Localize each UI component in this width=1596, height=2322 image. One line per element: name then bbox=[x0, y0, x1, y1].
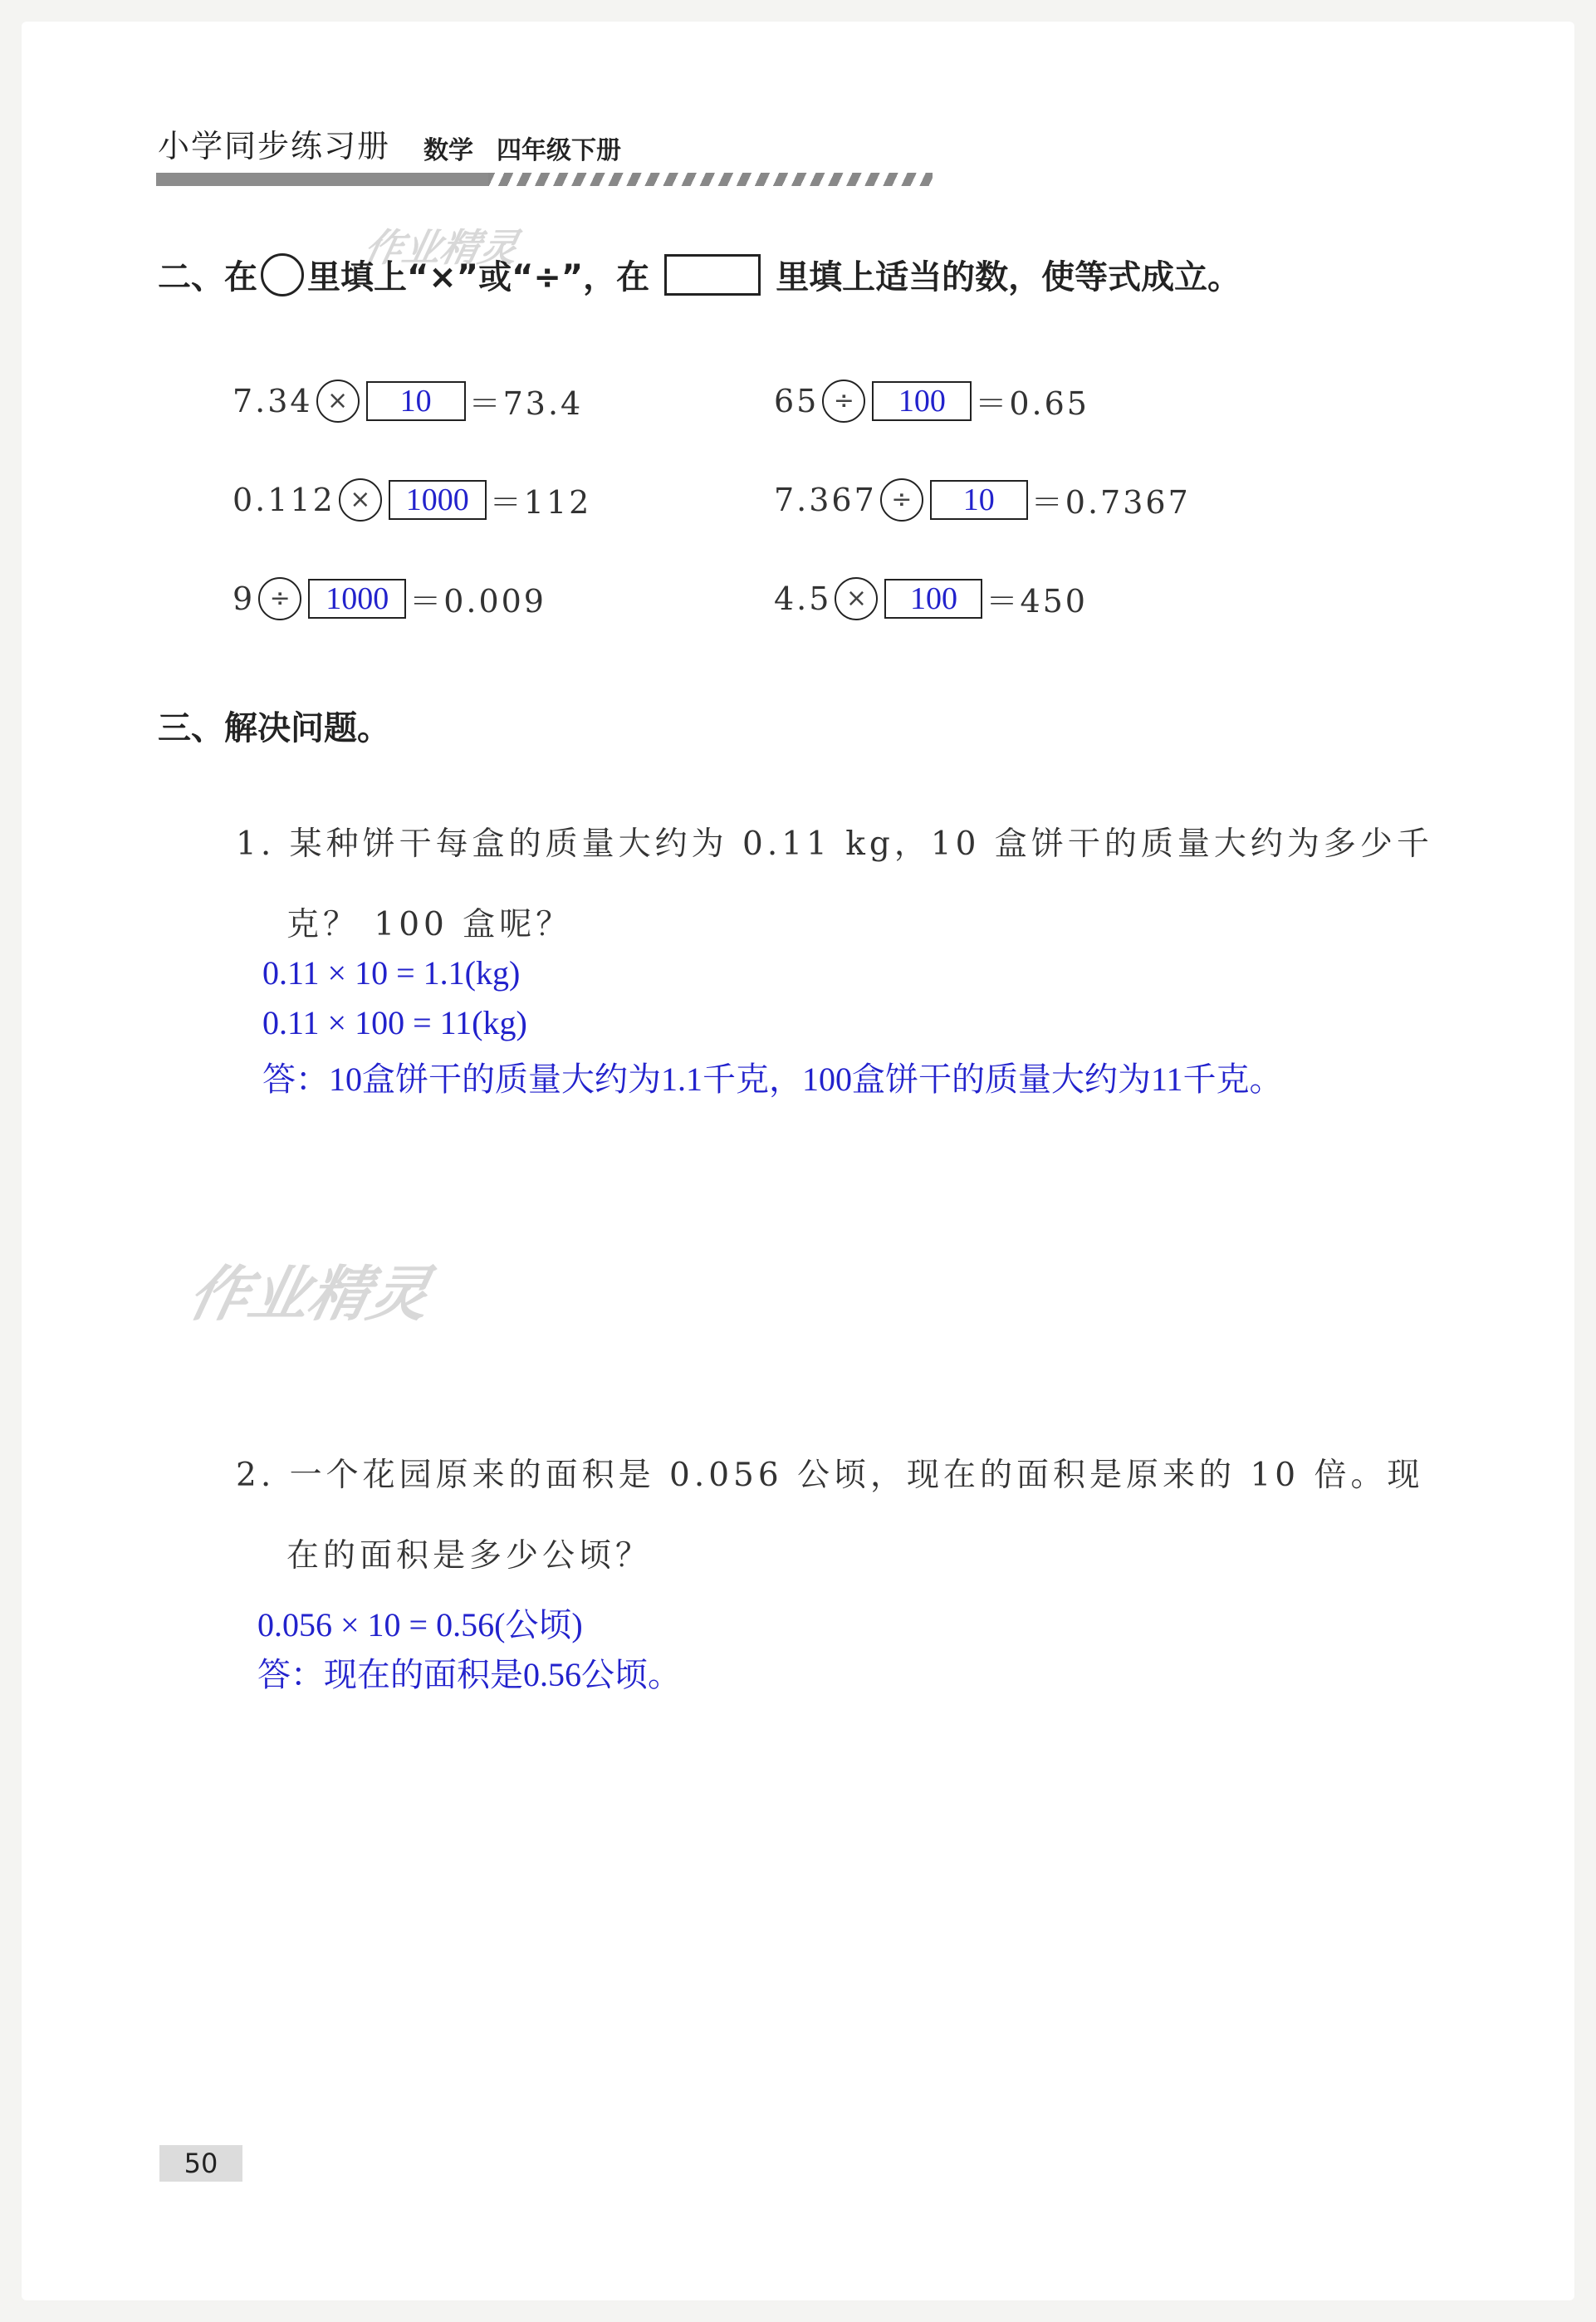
problem-1-solution-1: 0.11 × 10 = 1.1(kg) bbox=[262, 954, 521, 992]
equation-left: 4.5 bbox=[774, 580, 832, 617]
problem-2-solution-1: 0.056 × 10 = 0.56(公顷) bbox=[257, 1606, 583, 1644]
equation-right: ＝73.4 bbox=[468, 385, 584, 422]
page-number: 50 bbox=[159, 2145, 242, 2182]
problem-1-answer: 答：10盒饼干的质量大约为1.1千克，100盒饼干的质量大约为11千克。 bbox=[262, 1061, 1283, 1098]
page-sheet bbox=[22, 22, 1574, 2300]
book-series-title: 小学同步练习册 bbox=[158, 128, 391, 164]
problem-2-line-2: 在的面积是多少公顷？ bbox=[286, 1537, 653, 1575]
operator-circle: ÷ bbox=[880, 478, 923, 522]
answer-box: 10 bbox=[366, 381, 466, 421]
equation-left: 0.112 bbox=[233, 481, 335, 518]
subject-label: 数学 bbox=[423, 136, 474, 165]
answer-box: 10 bbox=[930, 480, 1028, 520]
equation-left: 9 bbox=[233, 580, 256, 617]
equation-right: ＝450 bbox=[986, 583, 1088, 620]
section-2-title bbox=[158, 251, 1241, 298]
operator-circle: ÷ bbox=[822, 380, 865, 423]
section-2-title-part-b: 里填上“×”或“÷”，在 bbox=[307, 258, 650, 296]
equation-right: ＝112 bbox=[489, 484, 592, 521]
header-rule bbox=[156, 173, 933, 186]
equation-left: 7.34 bbox=[233, 382, 313, 419]
problem-2-line-1: 2. 一个花园原来的面积是 0.056 公顷，现在的面积是原来的 10 倍。现 bbox=[236, 1457, 1424, 1494]
answer-box: 1000 bbox=[389, 480, 487, 520]
page-header bbox=[158, 125, 621, 166]
grade-label: 四年级下册 bbox=[497, 136, 622, 165]
watermark-top: 作业精灵 bbox=[360, 225, 523, 270]
answer-box: 100 bbox=[872, 381, 972, 421]
section-2-title-part-a: 二、在 bbox=[158, 258, 257, 296]
equation-2 bbox=[774, 378, 1089, 424]
equation-6 bbox=[774, 576, 1088, 621]
equation-3 bbox=[233, 477, 591, 522]
operator-circle: ÷ bbox=[258, 577, 301, 620]
circle-placeholder-icon bbox=[261, 253, 304, 296]
answer-box: 1000 bbox=[308, 579, 406, 619]
problem-2-answer: 答：现在的面积是0.56公顷。 bbox=[257, 1656, 681, 1693]
box-placeholder-icon bbox=[664, 254, 761, 296]
equation-1 bbox=[233, 378, 583, 424]
operator-circle: × bbox=[835, 577, 878, 620]
problem-1-line-2: 克？ 100 盒呢？ bbox=[286, 906, 573, 943]
problem-1-line-1: 1. 某种饼干每盒的质量大约为 0.11 kg，10 盒饼干的质量大约为多少千 bbox=[236, 825, 1433, 863]
watermark-middle: 作业精灵 bbox=[182, 1259, 437, 1329]
equation-5 bbox=[233, 576, 546, 621]
problem-1-solution-2: 0.11 × 100 = 11(kg) bbox=[262, 1004, 527, 1041]
operator-circle: × bbox=[316, 380, 360, 423]
answer-box: 100 bbox=[884, 579, 982, 619]
equation-4 bbox=[774, 477, 1191, 522]
equation-right: ＝0.009 bbox=[409, 583, 546, 620]
equation-left: 7.367 bbox=[774, 481, 877, 518]
equation-right: ＝0.7367 bbox=[1031, 484, 1191, 521]
section-3-title: 三、解决问题。 bbox=[158, 709, 390, 747]
equation-right: ＝0.65 bbox=[975, 385, 1089, 422]
equation-left: 65 bbox=[774, 382, 820, 419]
section-2-title-part-c: 里填上适当的数，使等式成立。 bbox=[776, 258, 1241, 296]
operator-circle: × bbox=[339, 478, 382, 522]
